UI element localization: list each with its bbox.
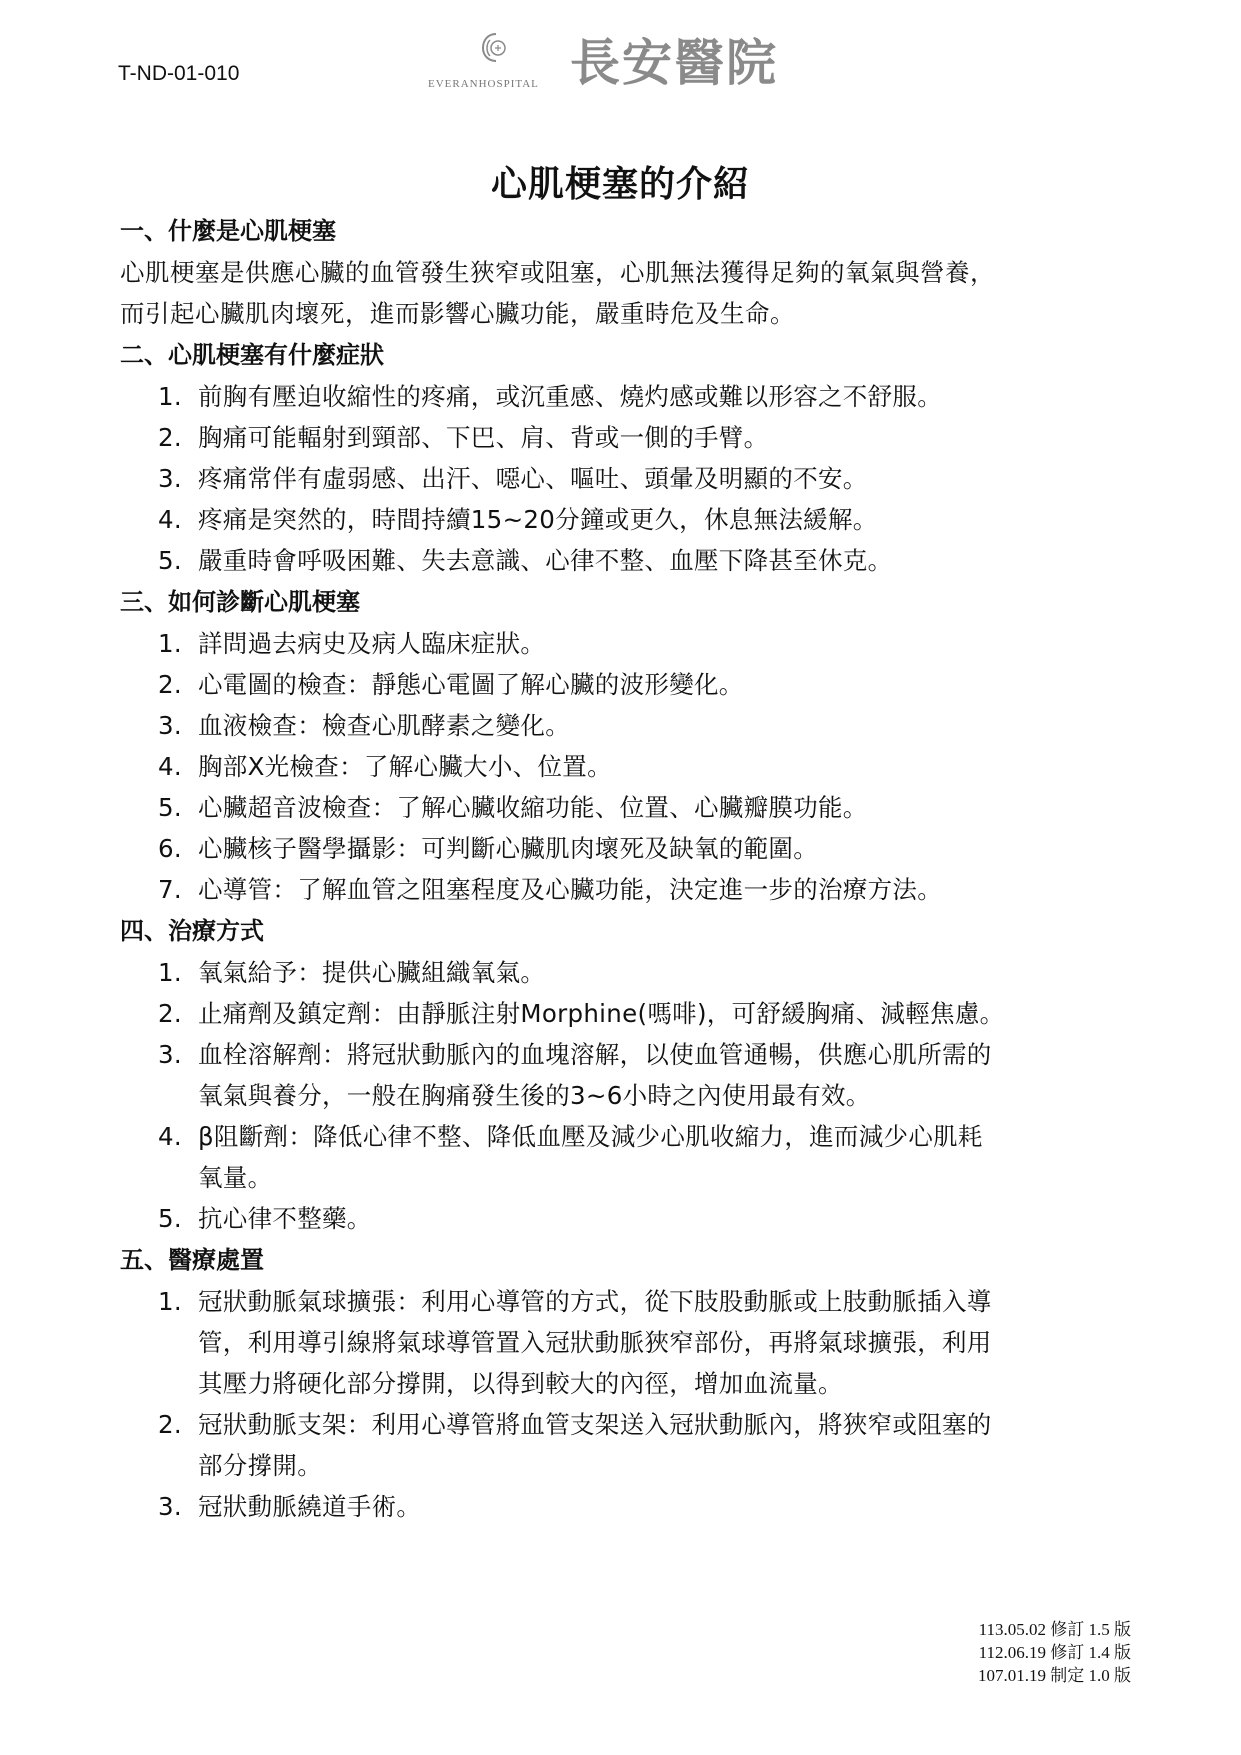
section-heading: 三、如何診斷心肌梗塞 — [120, 588, 360, 616]
section-symptoms — [120, 334, 1130, 581]
list-item: 2. 止痛劑及鎮定劑：由靜脈注射Morphine(嗎啡)，可舒緩胸痛、減輕焦慮。 — [158, 999, 1005, 1028]
list-item: 4. 疼痛是突然的，時間持續15~20分鐘或更久，休息無法緩解。 — [158, 505, 878, 534]
section-procedures — [120, 1239, 1130, 1527]
section-paragraph — [120, 252, 1130, 334]
list-item: 3. 疼痛常伴有虛弱感、出汗、噁心、嘔吐、頭暈及明顯的不安。 — [158, 464, 868, 493]
paragraph-line: 而引起心臟肌肉壞死，進而影響心臟功能，嚴重時危及生命。 — [120, 299, 795, 328]
list-item: 2. 心電圖的檢查：靜態心電圖了解心臟的波形變化。 — [158, 670, 744, 699]
list-item: 3. 冠狀動脈繞道手術。 — [158, 1492, 422, 1521]
document-code: T-ND-01-010 — [118, 62, 240, 85]
list-item: 3. 血栓溶解劑：將冠狀動脈內的血塊溶解，以使血管通暢，供應心肌所需的 氧氣與養分，一般在胸痛發生後的3~6小時之內使用最有效。 — [158, 1040, 992, 1110]
diagnosis-list — [120, 623, 1130, 910]
logo-english-name: EVERANHOSPITAL — [428, 78, 539, 90]
page-title: 心肌梗塞的介紹 — [490, 164, 750, 205]
list-item: 7. 心導管：了解血管之阻塞程度及心臟功能，決定進一步的治療方法。 — [158, 875, 942, 904]
list-item: 4. 胸部X光檢查：了解心臟大小、位置。 — [158, 752, 612, 781]
paragraph-line: 心肌梗塞是供應心臟的血管發生狹窄或阻塞，心肌無法獲得足夠的氧氣與營養， — [120, 258, 995, 287]
list-item: 5. 嚴重時會呼吸困難、失去意識、心律不整、血壓下降甚至休克。 — [158, 546, 893, 575]
treatment-list — [120, 952, 1130, 1239]
symptom-list — [120, 376, 1130, 581]
section-heading: 一、什麼是心肌梗塞 — [120, 217, 336, 245]
section-heading: 二、心肌梗塞有什麼症狀 — [120, 341, 384, 369]
list-item: 5. 心臟超音波檢查：了解心臟收縮功能、位置、心臟瓣膜功能。 — [158, 793, 868, 822]
section-diagnosis — [120, 581, 1130, 910]
list-item: 6. 心臟核子醫學攝影：可判斷心臟肌肉壞死及缺氧的範圍。 — [158, 834, 818, 863]
revision-line: 107.01.19 制定 1.0 版 — [978, 1666, 1131, 1685]
document-body — [120, 210, 1130, 1527]
list-item: 2. 胸痛可能輻射到頸部、下巴、肩、背或一側的手臂。 — [158, 423, 769, 452]
list-item: 1. 冠狀動脈氣球擴張：利用心導管的方式，從下肢股動脈或上肢動脈插入導 管，利用導引線將氣球導管置入冠狀動脈狹窄部份，再將氣球擴張，利用 其壓力將硬化部分撐開，以得到較大的內徑，增加血流量。 — [158, 1287, 992, 1398]
list-item: 2. 冠狀動脈支架：利用心導管將血管支架送入冠狀動脈內，將狹窄或阻塞的 部分撐開。 — [158, 1410, 992, 1480]
list-item: 3. 血液檢查：檢查心肌酵素之變化。 — [158, 711, 570, 740]
section-heading: 五、醫療處置 — [120, 1246, 264, 1274]
list-item: 1. 前胸有壓迫收縮性的疼痛，或沉重感、燒灼感或難以形容之不舒服。 — [158, 382, 942, 411]
list-item: 1. 詳問過去病史及病人臨床症狀。 — [158, 629, 546, 658]
revision-line: 112.06.19 修訂 1.4 版 — [978, 1643, 1131, 1662]
procedure-list — [120, 1281, 1130, 1527]
hospital-emblem-icon — [478, 30, 514, 66]
section-what-is — [120, 210, 1130, 334]
revision-line: 113.05.02 修訂 1.5 版 — [978, 1620, 1131, 1639]
logo-chinese-name: 長安醫院 — [570, 33, 778, 92]
hospital-logo — [428, 30, 828, 90]
list-item: 4. β阻斷劑：降低心律不整、降低血壓及減少心肌收縮力，進而減少心肌耗 氧量。 — [158, 1122, 983, 1192]
section-treatment — [120, 910, 1130, 1239]
list-item: 5. 抗心律不整藥。 — [158, 1204, 372, 1233]
revision-history — [978, 1618, 1131, 1687]
list-item: 1. 氧氣給予：提供心臟組織氧氣。 — [158, 958, 546, 987]
section-heading: 四、治療方式 — [120, 917, 264, 945]
